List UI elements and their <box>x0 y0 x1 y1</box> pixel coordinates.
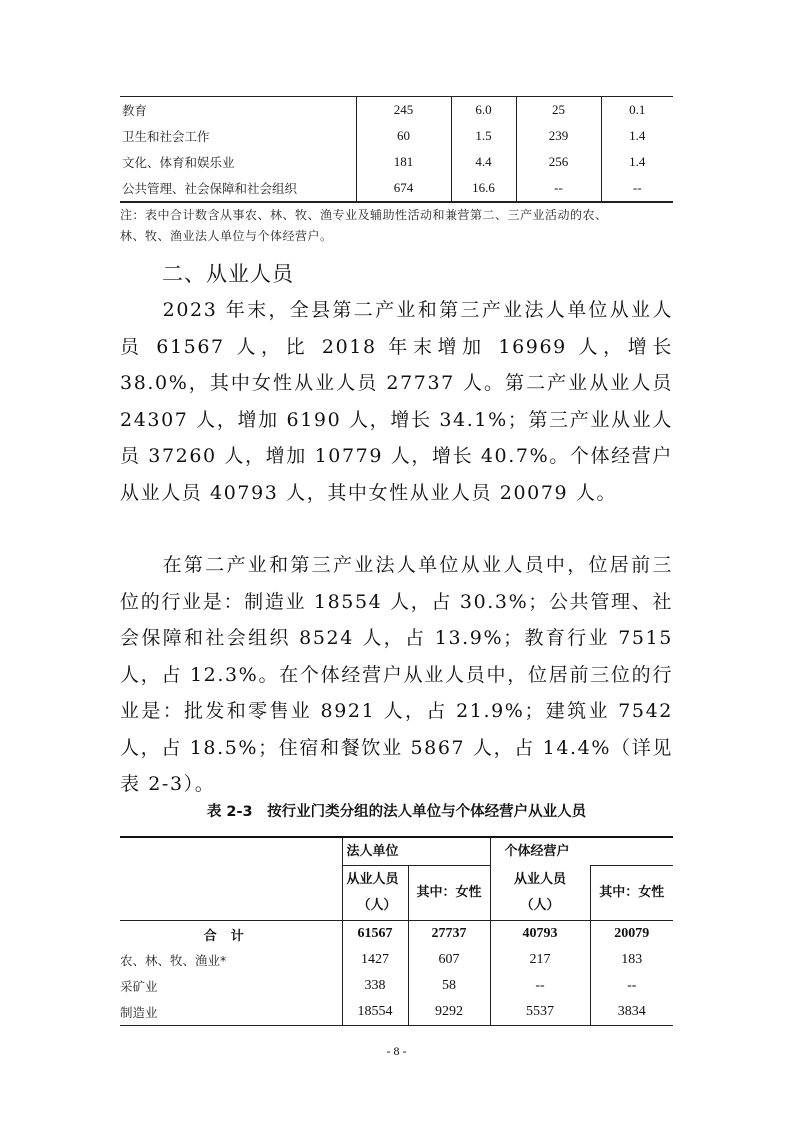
cell: 25 <box>516 97 601 124</box>
header-unit: （人） <box>357 898 397 913</box>
note-line: 注：表中合计数含从事农、林、牧、渔专业及辅助性活动和兼营第二、三产业活动的农、 <box>120 208 608 222</box>
header-legal-employees <box>342 866 408 921</box>
note-line: 林、牧、渔业法人单位与个体经营户。 <box>120 229 333 243</box>
cell: 20079 <box>590 921 673 948</box>
employment-by-industry-table <box>120 836 673 1026</box>
cell: 16.6 <box>451 175 516 202</box>
table-row-total <box>120 921 673 948</box>
table-row <box>120 947 673 973</box>
cell: 1.4 <box>601 149 673 175</box>
paragraph-employment-summary: 2023 年末，全县第二产业和第三产业法人单位从业人员 61567 人，比 2018 年末增加 16969 人，增长 38.0%，其中女性从业人员 27737 人。第二产业从业人员 24307 人，增加 6190 人，增长 34.1%；第三产业从业人员 37260 人，增加 10779 人，增长 40.7%。个体经营户从业人员 40793 人，其中女性从业人员 20079 人。 <box>120 299 673 504</box>
cell: -- <box>590 973 673 999</box>
cell: 58 <box>408 973 490 999</box>
cell: -- <box>490 973 590 999</box>
header-individual-employees <box>490 866 590 921</box>
header-group-individual-households: 个体经营户 <box>490 837 673 866</box>
header-individual-female: 其中：女性 <box>590 866 673 921</box>
cell: 5537 <box>490 999 590 1026</box>
header-legal-female: 其中：女性 <box>408 866 490 921</box>
table-row <box>120 175 673 202</box>
cell: 1.4 <box>601 123 673 149</box>
cell: 217 <box>490 947 590 973</box>
cell: 338 <box>342 973 408 999</box>
cell: 1427 <box>342 947 408 973</box>
cell: 183 <box>590 947 673 973</box>
row-label: 教育 <box>122 103 148 118</box>
cell: 9292 <box>408 999 490 1026</box>
table-row <box>120 999 673 1026</box>
cell: 181 <box>356 149 451 175</box>
section-heading: 二、从业人员 <box>162 262 294 286</box>
cell: 239 <box>516 123 601 149</box>
cell: 61567 <box>342 921 408 948</box>
cell: 1.5 <box>451 123 516 149</box>
cell: -- <box>516 175 601 202</box>
table-row <box>120 149 673 175</box>
header-text: 从业人员 <box>346 872 399 887</box>
cell: 27737 <box>408 921 490 948</box>
header-unit: （人） <box>520 897 560 913</box>
table-note <box>120 205 680 247</box>
cell: 6.0 <box>451 97 516 124</box>
industry-units-table-continued <box>120 96 673 203</box>
cell: 60 <box>356 123 451 149</box>
cell: 18554 <box>342 999 408 1026</box>
cell: 4.4 <box>451 149 516 175</box>
header-group-legal-units: 法人单位 <box>342 837 490 866</box>
cell: 256 <box>516 149 601 175</box>
header-blank <box>120 837 342 921</box>
row-label: 合计 <box>203 928 258 944</box>
table-row <box>120 97 673 124</box>
row-label: 采矿业 <box>120 979 158 994</box>
row-label: 制造业 <box>120 1005 158 1020</box>
row-label: 公共管理、社会保障和社会组织 <box>122 181 298 196</box>
cell: 40793 <box>490 921 590 948</box>
table-caption: 表 2-3 按行业门类分组的法人单位与个体经营户从业人员 <box>206 804 587 820</box>
table-row <box>120 973 673 999</box>
header-text: 从业人员 <box>513 871 566 887</box>
cell: 607 <box>408 947 490 973</box>
row-label: 卫生和社会工作 <box>122 129 210 144</box>
page-number: - 8 - <box>386 1044 407 1058</box>
cell: 674 <box>356 175 451 202</box>
table-row <box>120 123 673 149</box>
row-label: 文化、体育和娱乐业 <box>122 155 235 170</box>
cell: 3834 <box>590 999 673 1026</box>
row-label: 农、林、牧、渔业* <box>120 953 227 968</box>
cell: 245 <box>356 97 451 124</box>
cell: -- <box>601 175 673 202</box>
cell: 0.1 <box>601 97 673 124</box>
header-row <box>120 837 673 866</box>
paragraph-top-industries: 在第二产业和第三产业法人单位从业人员中，位居前三位的行业是：制造业 18554 人，占 30.3%；公共管理、社会保障和社会组织 8524 人，占 13.9%；教育行业 7515 人，占 12.3%。在个体经营户从业人员中，位居前三位的行业是：批发和零售业 8921 人，占 21.9%；建筑业 7542 人，占 18.5%；住宿和餐饮业 5867 人，占 14.4%（详见表 2-3）。 <box>120 554 673 795</box>
